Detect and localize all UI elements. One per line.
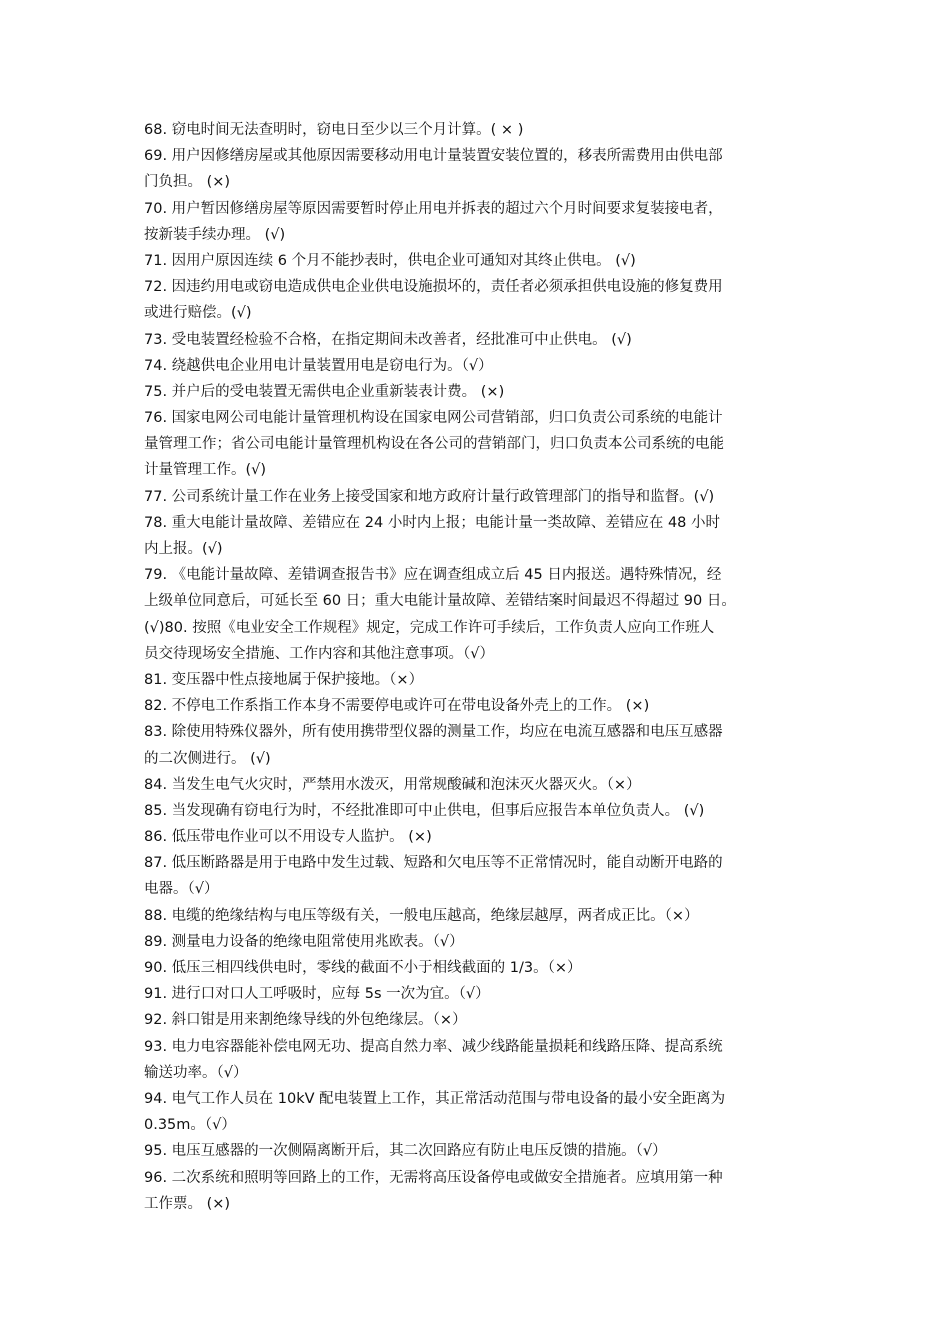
text-line: 74. 绕越供电企业用电计量装置用电是窃电行为。（√） xyxy=(144,357,493,374)
text-line: (√)80. 按照《电业安全工作规程》规定，完成工作许可手续后，工作负责人应向工作班人 xyxy=(144,619,715,636)
text-line: 83. 除使用特殊仪器外，所有使用携带型仪器的测量工作，均应在电流互感器和电压互感器 xyxy=(144,724,723,741)
text-line: 92. 斜口钳是用来割绝缘导线的外包绝缘层。（×） xyxy=(144,1012,467,1029)
text-line: 79. 《电能计量故障、差错调查报告书》应在调查组成立后 45 日内报送。遇特殊情况，经 xyxy=(144,567,722,584)
text-line: 工作票。 (×) xyxy=(144,1195,231,1212)
text-line: 73. 受电装置经检验不合格，在指定期间未改善者，经批准可中止供电。 (√) xyxy=(144,331,632,348)
text-line: 86. 低压带电作业可以不用设专人监护。 (×) xyxy=(144,829,432,846)
question-list xyxy=(144,117,816,1217)
text-line: 91. 进行口对口人工呼吸时，应每 5s 一次为宜。（√） xyxy=(144,986,490,1003)
text-line: 或进行赔偿。(√) xyxy=(144,305,252,322)
text-line: 上级单位同意后，可延长至 60 日；重大电能计量故障、差错结案时间最迟不得超过 90 日。 xyxy=(144,593,736,610)
text-line: 95. 电压互感器的一次侧隔离断开后，其二次回路应有防止电压反馈的措施。（√） xyxy=(144,1143,667,1160)
text-line: 94. 电气工作人员在 10kV 配电装置上工作，其正常活动范围与带电设备的最小安全距离为 xyxy=(144,1090,726,1107)
text-line: 77. 公司系统计量工作在业务上接受国家和地方政府计量行政管理部门的指导和监督。(√) xyxy=(144,488,715,505)
text-line: 计量管理工作。(√) xyxy=(144,462,267,479)
text-line: 量管理工作；省公司电能计量管理机构设在各公司的营销部门，归口负责本公司系统的电能 xyxy=(144,436,724,453)
text-line: 输送功率。（√） xyxy=(144,1064,248,1081)
text-line: 的二次侧进行。 (√) xyxy=(144,750,271,767)
text-line: 员交待现场安全措施、工作内容和其他注意事项。（√） xyxy=(144,645,494,662)
text-line: 87. 低压断路器是用于电路中发生过载、短路和欠电压等不正常情况时，能自动断开电路的 xyxy=(144,855,723,872)
text-line: 89. 测量电力设备的绝缘电阻常使用兆欧表。（√） xyxy=(144,933,464,950)
text-line: 82. 不停电工作系指工作本身不需要停电或许可在带电设备外壳上的工作。 (×) xyxy=(144,698,650,715)
text-line: 内上报。(√) xyxy=(144,541,223,557)
text-line: 90. 低压三相四线供电时，零线的截面不小于相线截面的 1/3。（×） xyxy=(144,960,582,976)
text-line: 69. 用户因修缮房屋或其他原因需要移动用电计量装置安装位置的，移表所需费用由供电部 xyxy=(144,148,723,165)
text-line: 93. 电力电容器能补偿电网无功、提高自然力率、减少线路能量损耗和线路压降、提高系统 xyxy=(144,1038,723,1055)
text-line: 75. 并户后的受电装置无需供电企业重新装表计费。 (×) xyxy=(144,383,505,400)
text-line: 电器。（√） xyxy=(144,881,219,898)
text-line: 按新装手续办理。 (√) xyxy=(144,226,286,243)
text-line: 门负担。 (×) xyxy=(144,174,231,191)
text-line: 68. 窃电时间无法查明时，窃电日至少以三个月计算。( × ) xyxy=(144,122,524,138)
text-line: 72. 因违约用电或窃电造成供电企业供电设施损坏的，责任者必须承担供电设施的修复费用 xyxy=(144,279,723,296)
text-line: 76. 国家电网公司电能计量管理机构设在国家电网公司营销部，归口负责公司系统的电能计 xyxy=(144,410,723,427)
text-line: 84. 当发生电气火灾时，严禁用水泼灭，用常规酸碱和泡沫灭火器灭火。（×） xyxy=(144,776,641,793)
text-line: 96. 二次系统和照明等回路上的工作，无需将高压设备停电或做安全措施者。应填用第一种 xyxy=(144,1169,723,1186)
text-line: 71. 因用户原因连续 6 个月不能抄表时，供电企业可通知对其终止供电。 (√) xyxy=(144,252,636,269)
text-line: 0.35m。（√） xyxy=(144,1117,236,1134)
text-line: 88. 电缆的绝缘结构与电压等级有关，一般电压越高，绝缘层越厚，两者成正比。（×） xyxy=(144,907,699,924)
text-line: 70. 用户暂因修缮房屋等原因需要暂时停止用电并拆表的超过六个月时间要求复装接电者， xyxy=(144,200,723,217)
text-line: 78. 重大电能计量故障、差错应在 24 小时内上报；电能计量一类故障、差错应在 48 小时 xyxy=(144,514,721,531)
text-line: 85. 当发现确有窃电行为时，不经批准即可中止供电，但事后应报告本单位负责人。 (√) xyxy=(144,802,705,819)
text-line: 81. 变压器中性点接地属于保护接地。（×） xyxy=(144,671,424,688)
